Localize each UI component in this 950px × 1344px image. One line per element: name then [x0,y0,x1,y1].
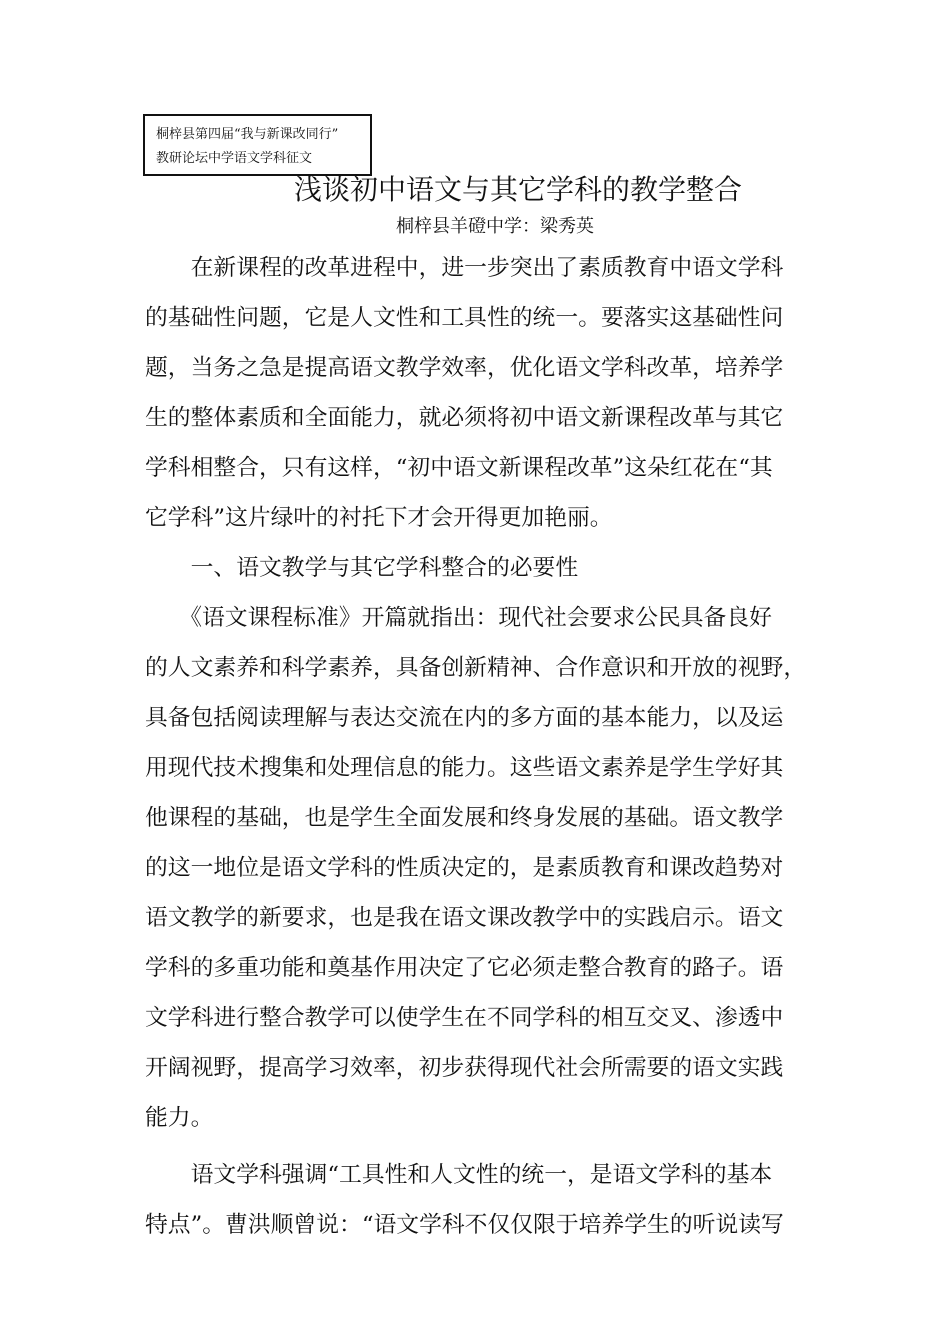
header-box [143,114,372,176]
paragraph-1-line: 它学科”这片绿叶的衬托下才会开得更加艳丽。 [145,505,613,531]
paragraph-2-line: 学科的多重功能和奠基作用决定了它必须走整合教育的路子。语 [145,955,784,981]
paragraph-1-line: 生的整体素质和全面能力，就必须将初中语文新课程改革与其它 [145,405,784,431]
paragraph-2-line: 《语文课程标准》开篇就指出：现代社会要求公民具备良好 [145,605,772,631]
paragraph-2-line: 开阔视野，提高学习效率，初步获得现代社会所需要的语文实践 [145,1055,784,1081]
paragraph-1-line: 学科相整合，只有这样，“初中语文新课程改革”这朵红花在“其 [145,455,773,481]
document-title: 浅谈初中语文与其它学科的教学整合 [293,173,742,206]
section-heading-1: 一、语文教学与其它学科整合的必要性 [145,555,579,581]
paragraph-2-line: 语文教学的新要求，也是我在语文课改教学中的实践启示。语文 [145,905,784,931]
paragraph-3-line: 语文学科强调“工具性和人文性的统一，是语文学科的基本 [145,1162,773,1188]
paragraph-2-line: 用现代技术搜集和处理信息的能力。这些语文素养是学生学好其 [145,755,784,781]
paragraph-2-line: 的这一地位是语文学科的性质决定的，是素质教育和课改趋势对 [145,855,784,881]
paragraph-1-line: 题，当务之急是提高语文教学效率，优化语文学科改革，培养学 [145,355,784,381]
header-box-line-1: 桐梓县第四届“我与新课改同行” [156,127,339,142]
paragraph-2-line: 具备包括阅读理解与表达交流在内的多方面的基本能力，以及运 [145,705,784,731]
header-box-line-2: 教研论坛中学语文学科征文 [156,151,313,166]
paragraph-2-line: 能力。 [145,1105,214,1131]
paragraph-2-line: 文学科进行整合教学可以使学生在不同学科的相互交叉、渗透中 [145,1005,784,1031]
paragraph-2-line: 他课程的基础，也是学生全面发展和终身发展的基础。语文教学 [145,805,784,831]
paragraph-2-line: 的人文素养和科学素养，具备创新精神、合作意识和开放的视野， [145,655,807,681]
paragraph-1-line: 在新课程的改革进程中，进一步突出了素质教育中语文学科 [145,255,784,281]
paragraph-3-line: 特点”。曹洪顺曾说：“语文学科不仅仅限于培养学生的听说读写 [145,1212,784,1238]
paragraph-1-line: 的基础性问题，它是人文性和工具性的统一。要落实这基础性问 [145,305,784,331]
paragraph-gap [145,1143,807,1150]
author-line: 桐梓县羊磴中学：梁秀英 [396,216,594,237]
body-text [145,243,807,1250]
